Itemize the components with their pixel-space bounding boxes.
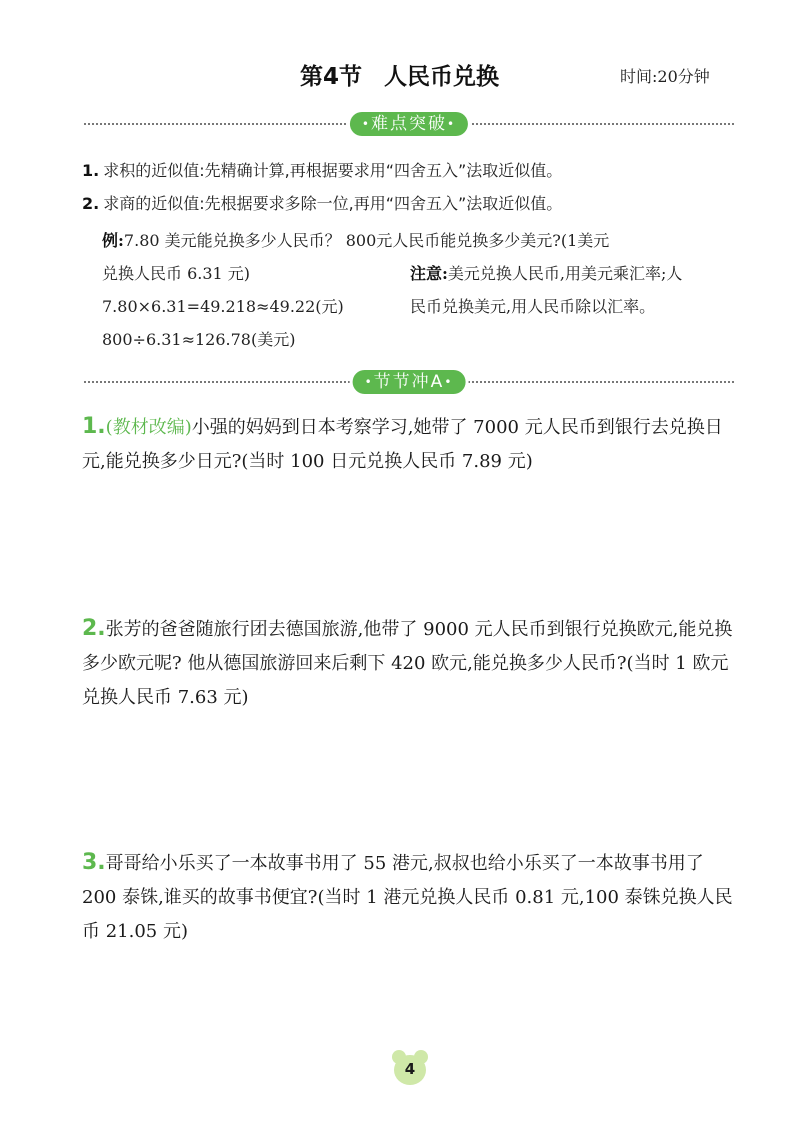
example-line: 兑换人民币 6.31 元) [102,264,251,283]
question-number: 3. [82,850,106,875]
practice-heading-label: 节节冲A [373,372,445,392]
question-text: 哥哥给小乐买了一本故事书用了 55 港元,叔叔也给小乐买了一本故事书用了 200 泰铢,谁买的故事书便宜?(当时 1 港元兑换人民币 0.81 元,100 泰铢兑换人民币 21.05 元) [82,853,733,942]
tip-text: 求积的近似值:先精确计算,再根据要求用“四舍五入”法取近似值。 [103,161,563,180]
example-calc: 7.80×6.31=49.218≈49.22(元) [102,297,344,316]
question-1 [82,410,742,479]
page-title [300,58,499,91]
bullet-icon: • [361,117,371,131]
bullet-icon: • [447,117,457,131]
example-calc: 800÷6.31≈126.78(美元) [102,330,296,349]
bullet-icon: • [444,375,454,389]
note-text: 美元兑换人民币,用美元乘汇率;人 [447,264,683,283]
note-label: 注意: [410,264,448,283]
question-tag: (教材改编) [105,417,192,438]
example-label: 例: [102,231,124,250]
tip-item [82,191,562,214]
practice-divider [84,370,734,394]
page-number-badge [392,1050,428,1086]
difficult-divider [84,112,734,136]
difficult-heading-label: 难点突破 [371,114,447,134]
section-number: 第4节 [300,64,363,90]
practice-heading [353,370,466,394]
tip-number: 1. [82,161,100,180]
question-text: 小强的妈妈到日本考察学习,她带了 7000 元人民币到银行去兑换日元,能兑换多少日元?(当时 100 日元兑换人民币 7.89 元) [82,417,723,472]
difficult-heading [350,112,468,136]
question-text: 张芳的爸爸随旅行团去德国旅游,他带了 9000 元人民币到银行兑换欧元,能兑换多少欧元呢? 他从德国旅游回来后剩下 420 欧元,能兑换多少人民币?(当时 1 欧元兑换人民币 7.63 元) [82,619,733,708]
time-limit: 时间:20分钟 [620,67,710,86]
note-line: 民币兑换美元,用人民币除以汇率。 [410,297,656,316]
example-line [102,228,609,251]
tip-text: 求商的近似值:先根据要求多除一位,再用“四舍五入”法取近似值。 [103,194,563,213]
section-title: 人民币兑换 [384,64,500,90]
question-3 [82,846,742,949]
tip-item [82,158,562,181]
bullet-icon: • [364,375,374,389]
question-number: 2. [82,616,106,641]
note-line [410,261,682,284]
question-2 [82,612,742,715]
question-number: 1. [82,414,106,439]
example-text: 7.80 美元能兑换多少人民币？ 800元人民币能兑换多少美元?(1美元 [123,231,610,250]
tip-number: 2. [82,194,100,213]
page-number: 4 [404,1060,416,1078]
